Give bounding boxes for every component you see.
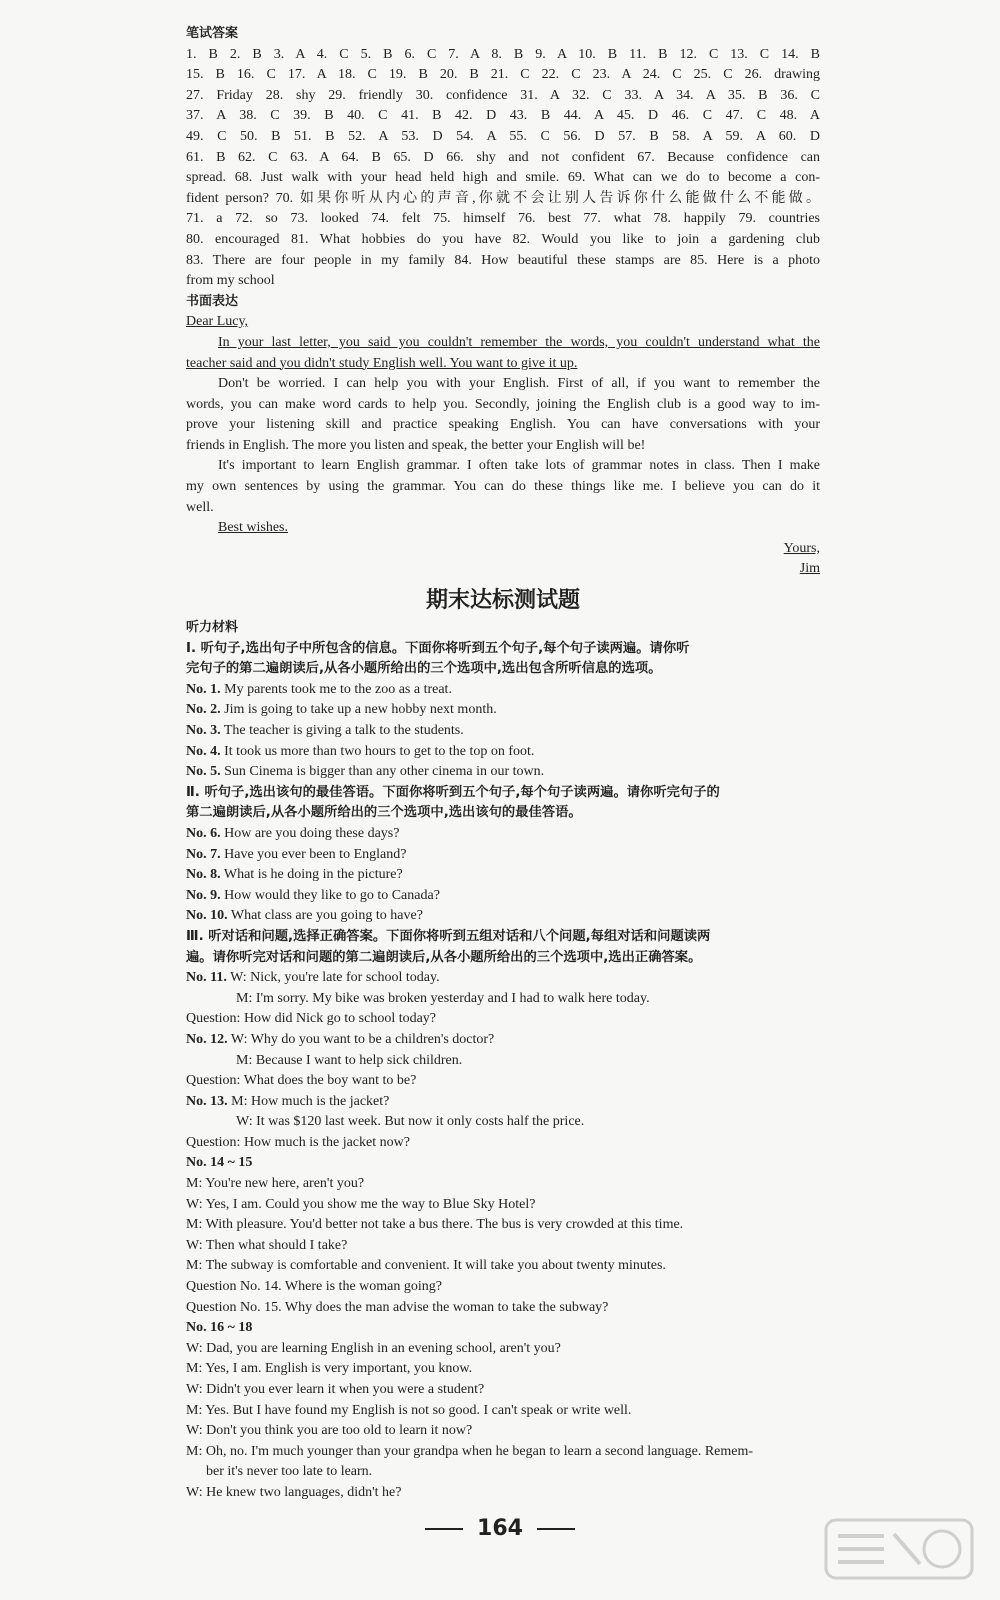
dialogue-text: M: Because I want to help sick children. (236, 1052, 463, 1068)
part-1-items (186, 680, 820, 783)
dialogue-text: M: With pleasure. You'd better not take a bus there. The bus is very crowded at this time. (186, 1217, 684, 1233)
letter-line-text: It's important to learn English grammar. I often take lots of grammar notes in class. Then I make (218, 458, 820, 474)
answer-line: 61. B 62. C 63. A 64. B 65. D 66. shy and not confident 67. Because confidence can (186, 149, 820, 165)
answer-line: 49. C 50. B 51. B 52. A 53. D 54. A 55. C 56. D 57. B 58. A 59. A 60. D (186, 128, 820, 144)
answer-line: 15. B 16. C 17. A 18. C 19. B 20. B 21. C 22. C 23. A 24. C 25. C 26. drawing (186, 67, 820, 83)
answer-line: 71. a 72. so 73. looked 74. felt 75. himself 76. best 77. what 78. happily 79. countries (186, 211, 820, 227)
dialogue-text: W: Didn't you ever learn it when you were a student? (186, 1382, 485, 1397)
dialogue-line (186, 989, 820, 1010)
answer-key (186, 45, 820, 292)
dialogue-line (186, 1092, 820, 1113)
answer-line: 83. There are four people in my family 84. How beautiful these stamps are 85. Here is a photo (186, 252, 820, 268)
listening-item (186, 680, 820, 701)
letter-signoff (186, 539, 820, 560)
dialogue-line (186, 1380, 820, 1401)
dialogue-text: W: Why do you want to be a children's doctor? (230, 1031, 495, 1047)
dialogue-text: W: Yes, I am. Could you show me the way to Blue Sky Hotel? (186, 1196, 536, 1212)
letter-line-text: friends in English. The more you listen and speak, the better your English will be! (186, 437, 646, 453)
item-number: No. 8. (186, 867, 221, 883)
dialogue-number: No. 14 ~ 15 (186, 1155, 253, 1171)
letter (186, 312, 820, 580)
instruction-line: 遍。请你听完对话和问题的第二遍朗读后,从各小题所给出的三个选项中,选出正确答案。 (186, 949, 702, 965)
item-number: No. 9. (186, 887, 221, 903)
dialogue-text: W: Dad, you are learning English in an evening school, aren't you? (186, 1340, 561, 1356)
dialogue-text: M: You're new here, aren't you? (186, 1176, 365, 1192)
letter-line (186, 354, 820, 375)
letter-line (186, 374, 820, 395)
instruction-line: 完句子的第二遍朗读后,从各小题所给出的三个选项中,选出包含所听信息的选项。 (186, 661, 662, 677)
item-sentence: Jim is going to take up a new hobby next month. (224, 702, 497, 718)
answer-line: 80. encouraged 81. What hobbies do you have 82. Would you like to join a gardening club (186, 231, 820, 247)
part-2-items (186, 824, 820, 927)
item-number: No. 6. (186, 825, 221, 841)
letter-signoff-text: Yours, (783, 540, 820, 556)
item-sentence: The teacher is giving a talk to the students. (223, 723, 464, 738)
letter-paragraph-2 (186, 374, 820, 456)
listening-item (186, 824, 820, 845)
dialogue-line (186, 1339, 820, 1360)
answer-line: fident person? 70. 如果你听从内心的声音,你就不会让别人告诉你什么能做什么不能做。 (186, 190, 820, 206)
answer-line: 1. B 2. B 3. A 4. C 5. B 6. C 7. A 8. B 9. A 10. B 11. B 12. C 13. C 14. B (186, 46, 820, 62)
item-sentence: How would they like to go to Canada? (224, 887, 440, 903)
letter-line-text: my own sentences by using the grammar. You can do these things like me. I believe you can do it (186, 479, 820, 495)
dialogue-line (186, 1112, 820, 1133)
part-1-instructions (186, 639, 820, 680)
listening-item (186, 886, 820, 907)
letter-line (186, 477, 820, 498)
item-number: No. 5. (186, 764, 221, 780)
dialogue-line (186, 1359, 820, 1380)
instruction-line: Ⅰ. 听句子,选出句子中所包含的信息。下面你将听到五个句子,每个句子读两遍。请你听 (186, 640, 690, 656)
dialogue-line (186, 1298, 820, 1319)
dialogue-text: M: Oh, no. I'm much younger than your grandpa when he began to learn a second language. Remem- (186, 1443, 754, 1459)
item-number: No. 3. (186, 723, 221, 738)
dialogue-number: No. 16 ~ 18 (186, 1320, 253, 1336)
letter-signature (186, 559, 820, 580)
watermark-logo-icon (824, 1516, 974, 1582)
letter-greeting: Dear Lucy, (186, 314, 249, 330)
dialogues (186, 968, 820, 1503)
part-3-instructions (186, 927, 820, 968)
answer-line: spread. 68. Just walk with your head held high and smile. 69. What can we do to become a con- (186, 170, 820, 186)
answer-line: 37. A 38. C 39. B 40. C 41. B 42. D 43. B 44. A 45. D 46. C 47. C 48. A (186, 108, 820, 124)
instruction-line: 第二遍朗读后,从各小题所给出的三个选项中,选出该句的最佳答语。 (186, 805, 582, 821)
letter-line (186, 333, 820, 354)
dialogue-line (186, 1009, 820, 1030)
dialogue-number: No. 11. (186, 970, 227, 986)
page-number-text: 164 (477, 1516, 523, 1541)
letter-line (186, 415, 820, 436)
dialogue-text: M: How much is the jacket? (231, 1093, 390, 1109)
page-number-dash-left (425, 1528, 463, 1530)
part-2-instructions (186, 783, 820, 824)
dialogue-line (186, 1215, 820, 1236)
answer-line: from my school (186, 273, 275, 289)
letter-line (186, 456, 820, 477)
item-number: No. 7. (186, 846, 221, 862)
letter-line-text: words, you can make word cards to help you. Secondly, joining the English club is a good way to im- (186, 396, 820, 412)
letter-line-text: prove your listening skill and practice speaking English. You can have conversations with your (186, 417, 820, 433)
dialogue-text: M: Yes, I am. English is very important, you know. (186, 1361, 473, 1377)
dialogue-line (186, 1051, 820, 1072)
listening-item (186, 700, 820, 721)
listening-item (186, 721, 820, 742)
letter-line-text: In your last letter, you said you couldn't remember the words, you couldn't understand what the (218, 334, 820, 350)
letter-paragraph-3 (186, 456, 820, 518)
letter-line (186, 395, 820, 416)
dialogue-text: W: He knew two languages, didn't he? (186, 1484, 402, 1500)
dialogue-line (186, 1277, 820, 1298)
dialogue-text: M: I'm sorry. My bike was broken yesterday and I had to walk here today. (236, 990, 650, 1006)
listening-item (186, 845, 820, 866)
letter-line-text: Don't be worried. I can help you with your English. First of all, if you want to remember the (218, 376, 820, 392)
letter-line-text: teacher said and you didn't study English well. You want to give it up. (186, 355, 578, 371)
item-sentence: How are you doing these days? (224, 825, 400, 841)
item-number: No. 4. (186, 743, 221, 759)
section-heading-written-answers: 笔试答案 (186, 26, 239, 41)
dialogue-text: Question: How did Nick go to school today? (186, 1011, 437, 1027)
dialogue-text: W: It was $120 last week. But now it only costs half the price. (236, 1114, 585, 1130)
letter-line-text: well. (186, 499, 214, 515)
listening-item (186, 865, 820, 886)
dialogue-text: M: Yes. But I have found my English is not so good. I can't speak or write well. (186, 1402, 632, 1418)
letter-closing-text: Best wishes. (218, 520, 288, 536)
dialogue-line (186, 1442, 820, 1463)
item-number: No. 10. (186, 908, 228, 924)
dialogue-text: W: Don't you think you are too old to learn it now? (186, 1423, 473, 1439)
listening-heading: 听力材料 (186, 620, 239, 636)
dialogue-line (186, 1153, 820, 1174)
listening-item (186, 906, 820, 927)
dialogue-number: No. 13. (186, 1093, 228, 1109)
item-sentence: Have you ever been to England? (224, 846, 407, 862)
dialogue-line (186, 968, 820, 989)
dialogue-line (186, 1133, 820, 1154)
item-sentence: My parents took me to the zoo as a treat. (224, 681, 452, 697)
dialogue-line (186, 1462, 820, 1483)
dialogue-text: Question: How much is the jacket now? (186, 1134, 410, 1150)
dialogue-line (186, 1071, 820, 1092)
item-number: No. 1. (186, 681, 221, 697)
answer-line: 27. Friday 28. shy 29. friendly 30. confidence 31. A 32. C 33. A 34. A 35. B 36. C (186, 87, 820, 103)
exam-title: 期末达标测试题 (425, 588, 580, 614)
dialogue-line (186, 1256, 820, 1277)
listening-item (186, 742, 820, 763)
dialogue-line (186, 1401, 820, 1422)
dialogue-text: Question No. 14. Where is the woman going? (186, 1279, 442, 1295)
dialogue-text: M: The subway is comfortable and convenient. It will take you about twenty minutes. (186, 1258, 666, 1274)
item-number: No. 2. (186, 702, 221, 718)
dialogue-text: W: Then what should I take? (186, 1237, 348, 1253)
section-heading-writing: 书面表达 (186, 293, 239, 309)
instruction-line: Ⅱ. 听句子,选出该句的最佳答语。下面你将听到五个句子,每个句子读两遍。请你听完句子的 (186, 784, 720, 800)
letter-line (186, 436, 820, 457)
dialogue-number: No. 12. (186, 1031, 228, 1047)
letter-paragraph-1 (186, 333, 820, 374)
letter-line (186, 498, 820, 519)
letter-signature-name: Jim (799, 561, 820, 577)
letter-closing (186, 518, 820, 539)
dialogue-line (186, 1318, 820, 1339)
item-sentence: Sun Cinema is bigger than any other cinema in our town. (224, 764, 545, 780)
page-number-dash-right (537, 1528, 575, 1530)
dialogue-line (186, 1174, 820, 1195)
dialogue-line (186, 1421, 820, 1442)
dialogue-text: ber it's never too late to learn. (206, 1464, 373, 1480)
listening-item (186, 762, 820, 783)
dialogue-line (186, 1236, 820, 1257)
item-sentence: What class are you going to have? (230, 908, 423, 924)
dialogue-line (186, 1030, 820, 1051)
dialogue-text: W: Nick, you're late for school today. (230, 970, 440, 986)
dialogue-text: Question: What does the boy want to be? (186, 1073, 417, 1089)
item-sentence: What is he doing in the picture? (223, 867, 403, 883)
dialogue-text: Question No. 15. Why does the man advise the woman to take the subway? (186, 1299, 609, 1315)
dialogue-line (186, 1483, 820, 1504)
document-page (186, 24, 820, 1504)
instruction-line: Ⅲ. 听对话和问题,选择正确答案。下面你将听到五组对话和八个问题,每组对话和问题读两 (186, 928, 711, 944)
item-sentence: It took us more than two hours to get to the top on foot. (224, 743, 535, 759)
dialogue-line (186, 1195, 820, 1216)
